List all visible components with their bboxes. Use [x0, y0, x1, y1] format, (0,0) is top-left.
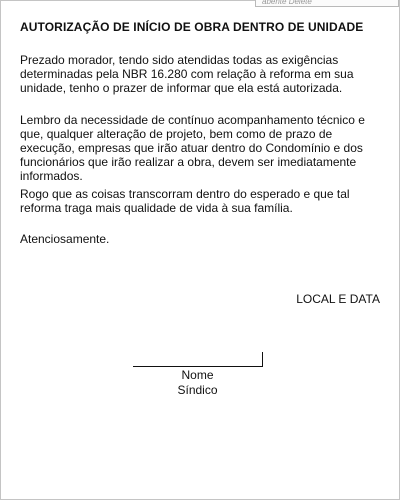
signature-role: Síndico — [177, 383, 218, 397]
paragraph-authorization: Prezado morador, tendo sido atendidas todas as exigências determinadas pela NBR 16.280 com relação à reforma em sua unidade, tenho o prazer de informar que ela está autorizada. — [20, 53, 354, 95]
paragraph-wishes: Rogo que as coisas transcorram dentro do esperado e que tal reforma traga mais qualidade de vida à sua família. — [20, 187, 350, 215]
toolbar-hint: abente Delete — [255, 0, 399, 7]
signature-line-tick — [262, 352, 263, 367]
closing-text: Atenciosamente. — [20, 232, 110, 246]
place-date: LOCAL E DATA — [296, 292, 380, 306]
signature-line — [133, 366, 262, 367]
document-title: AUTORIZAÇÃO DE INÍCIO DE OBRA DENTRO DE UNIDADE — [20, 20, 364, 34]
paragraph-monitoring: Lembro da necessidade de contínuo acompanhamento técnico e que, qualquer alteração de projeto, bem como de prazo de execução, empresas que irão atuar dentro do Condomínio e dos funcionários que irão realizar a obra, devem ser imediatamente informados. — [20, 113, 365, 183]
signature-name: Nome — [181, 368, 214, 382]
